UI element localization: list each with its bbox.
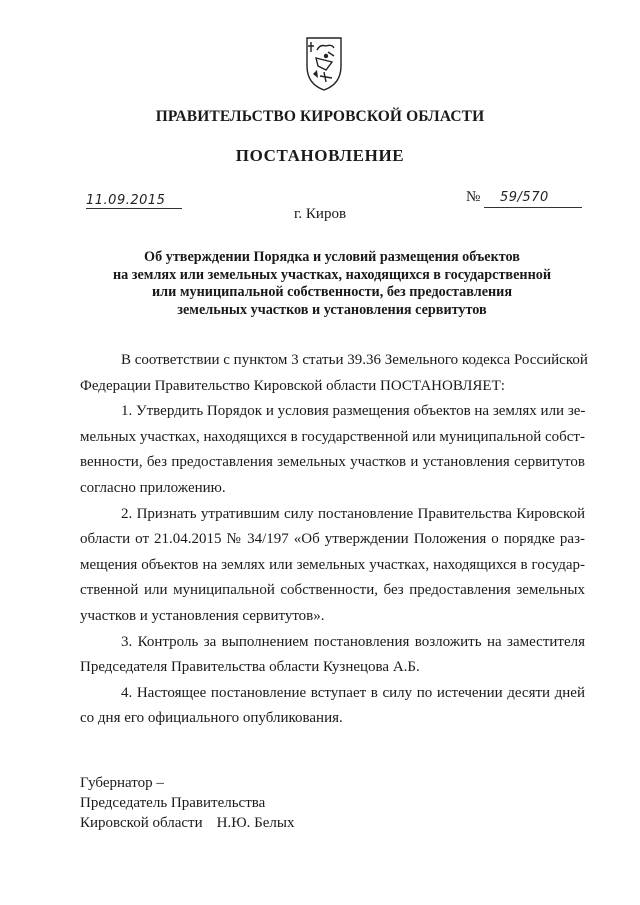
body-line: венности, без предоставления земельных участков и установления сервитутов (80, 454, 585, 471)
document-body (80, 348, 588, 732)
subject-line: земельных участков и установления сервитутов (177, 302, 487, 319)
subject-line: или муниципальной собственности, без предоставления (151, 284, 513, 301)
body-line: области от 21.04.2015 № 34/197 «Об утверждении Положения о порядке раз- (80, 531, 585, 548)
body-line: В соответствии с пунктом 3 статьи 39.36 Земельного кодекса Российской (121, 352, 588, 368)
number-sign: № (466, 189, 481, 205)
body-line: Федерации Правительство Кировской области ПОСТАНОВЛЯЕТ: (80, 377, 505, 394)
body-line: участков и установления сервитутов». (80, 607, 325, 624)
body-line: 3. Контроль за выполнением постановления возложить на заместителя (121, 633, 585, 650)
coat-of-arms-icon (304, 34, 344, 92)
body-line: мещения объектов на землях или земельных участках, находящихся в государ- (80, 556, 585, 573)
signatory-name: Н.Ю. Белых (216, 815, 295, 831)
document-date: 11.09.2015 (86, 193, 166, 208)
signature-row (80, 813, 294, 833)
body-line: 4. Настоящее постановление вступает в силу по истечении десяти дней (121, 684, 585, 701)
body-line: Председателя Правительства области Кузнецова А.Б. (80, 659, 420, 676)
body-line: 2. Признать утратившим силу постановление Правительства Кировской (121, 505, 585, 522)
subject-line: Об утверждении Порядка и условий размещения объектов (144, 249, 520, 265)
organization-title: ПРАВИТЕЛЬСТВО КИРОВСКОЙ ОБЛАСТИ (155, 108, 485, 125)
document-type: ПОСТАНОВЛЕНИЕ (235, 146, 405, 165)
body-line: 1. Утвердить Порядок и условия размещения объектов на землях или зе- (121, 403, 586, 420)
city: г. Киров (293, 206, 347, 222)
document-subject (92, 249, 572, 320)
signature-title: Председатель Правительства (80, 795, 266, 811)
body-line: со дня его официального опубликования. (80, 710, 343, 727)
body-line: согласно приложению. (80, 479, 226, 496)
signature-block (80, 773, 294, 833)
body-line: мельных участках, находящихся в государственной или муниципальной собст- (80, 428, 585, 445)
signature-title: Губернатор – (80, 775, 164, 791)
signature-org: Кировской области (80, 815, 203, 831)
document-number: 59/570 (500, 190, 549, 205)
body-line: ственной или муниципальной собственности, без предоставления земельных (80, 582, 585, 599)
subject-line: на землях или земельных участках, находящихся в государственной (112, 266, 552, 283)
